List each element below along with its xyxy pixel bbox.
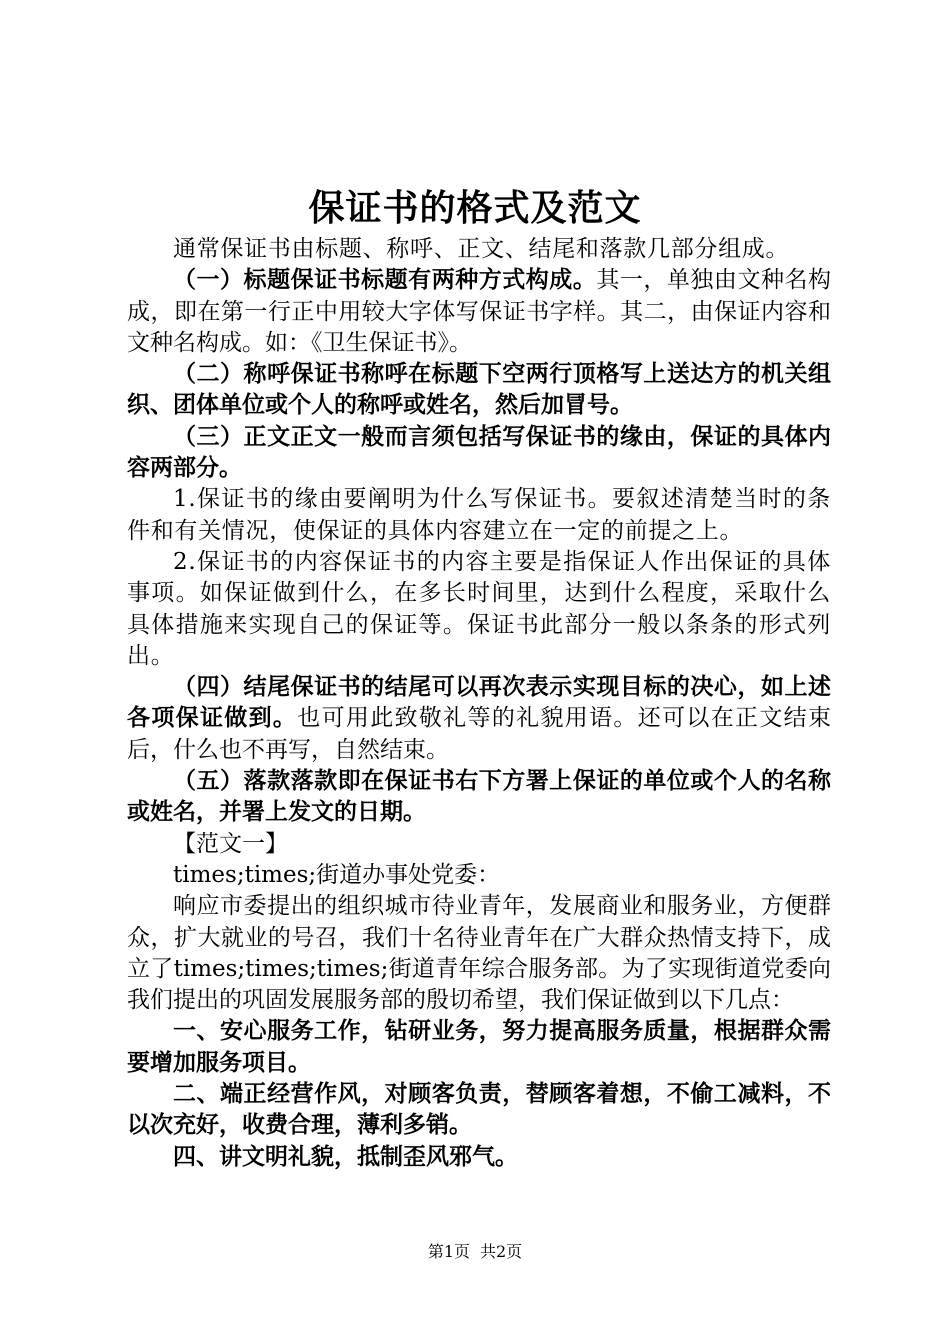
document-title: 保证书的格式及范文 bbox=[308, 187, 642, 229]
section-signature-heading: （五）落款落款即在保证书右下方署上保证的单位或个人的名称或姓名，并署上发文的日期。 bbox=[127, 768, 831, 826]
sample-body-paragraph bbox=[127, 891, 831, 1016]
sample-heading bbox=[127, 829, 831, 860]
sample-salutation-text: times;times;街道办事处党委： bbox=[173, 861, 501, 888]
sample-salutation bbox=[127, 860, 831, 891]
section-body-paragraph bbox=[127, 422, 831, 485]
reason-text: 1.保证书的缘由要阐明为什么写保证书。要叙述清楚当时的条件和有关情况，使保证的具体内容建立在一定的前提之上。 bbox=[127, 486, 831, 544]
section-body-heading: （三）正文正文一般而言须包括写保证书的缘由，保证的具体内容两部分。 bbox=[127, 423, 831, 482]
section-title-heading: （一）标题保证书标题有两种方式构成。 bbox=[173, 267, 597, 294]
section-ending-text: 也可用此致敬礼等的礼貌用语。还可以在正文结束后，什么也不再写，自然结束。 bbox=[127, 705, 831, 763]
pledge-item-2-text: 二、端正经营作风，对顾客负责，替顾客着想，不偷工减料，不以次充好，收费合理，薄利多销。 bbox=[127, 1081, 831, 1139]
content-paragraph bbox=[127, 547, 831, 672]
page-footer bbox=[0, 1240, 950, 1264]
pledge-item-2 bbox=[127, 1079, 831, 1142]
document-body bbox=[127, 234, 831, 1173]
section-title-text: 其一，单独由文种名构成，即在第一行正中用较大字体写保证书字样。其二，由保证内容和文种名构成。如：《卫生保证书》。 bbox=[127, 267, 832, 356]
section-salutation-paragraph bbox=[127, 359, 831, 422]
pledge-item-4-text: 四、讲文明礼貌，抵制歪风邪气。 bbox=[173, 1143, 518, 1170]
page-number: 第1页 bbox=[427, 1242, 470, 1261]
section-ending-heading: （四）结尾保证书的结尾可以再次表示实现目标的决心，如上述各项保证做到。 bbox=[127, 674, 831, 732]
sample-body-text: 响应市委提出的组织城市待业青年，发展商业和服务业，方便群众，扩大就业的号召，我们十名待业青年在广大群众热情支持下，成立了times;times;times;街道青年综合服务部。为了实现街道党委向我们提出的巩固发展服务部的殷切希望，我们保证做到以下几点： bbox=[127, 893, 831, 1014]
section-salutation-heading: （二）称呼保证书称呼在标题下空两行顶格写上送达方的机关组织、团体单位或个人的称呼或姓名，然后加冒号。 bbox=[127, 361, 831, 419]
pledge-item-1-text: 一、安心服务工作，钻研业务，努力提高服务质量，根据群众需要增加服务项目。 bbox=[127, 1018, 831, 1076]
sample-heading-text: 【范文一】 bbox=[173, 830, 288, 857]
pledge-item-4 bbox=[127, 1142, 831, 1173]
content-text: 2.保证书的内容保证书的内容主要是指保证人作出保证的具体事项。如保证做到什么，在多长时间里，达到什么程度，采取什么具体措施来实现自己的保证等。保证书此部分一般以条条的形式列出。 bbox=[127, 548, 831, 669]
page-total: 共2页 bbox=[480, 1242, 523, 1261]
intro-paragraph bbox=[127, 234, 831, 265]
section-ending-paragraph bbox=[127, 672, 831, 766]
pledge-item-1 bbox=[127, 1016, 831, 1079]
section-title-paragraph bbox=[127, 265, 831, 359]
intro-text: 通常保证书由标题、称呼、正文、结尾和落款几部分组成。 bbox=[173, 236, 790, 262]
reason-paragraph bbox=[127, 484, 831, 547]
section-signature-paragraph bbox=[127, 766, 831, 829]
